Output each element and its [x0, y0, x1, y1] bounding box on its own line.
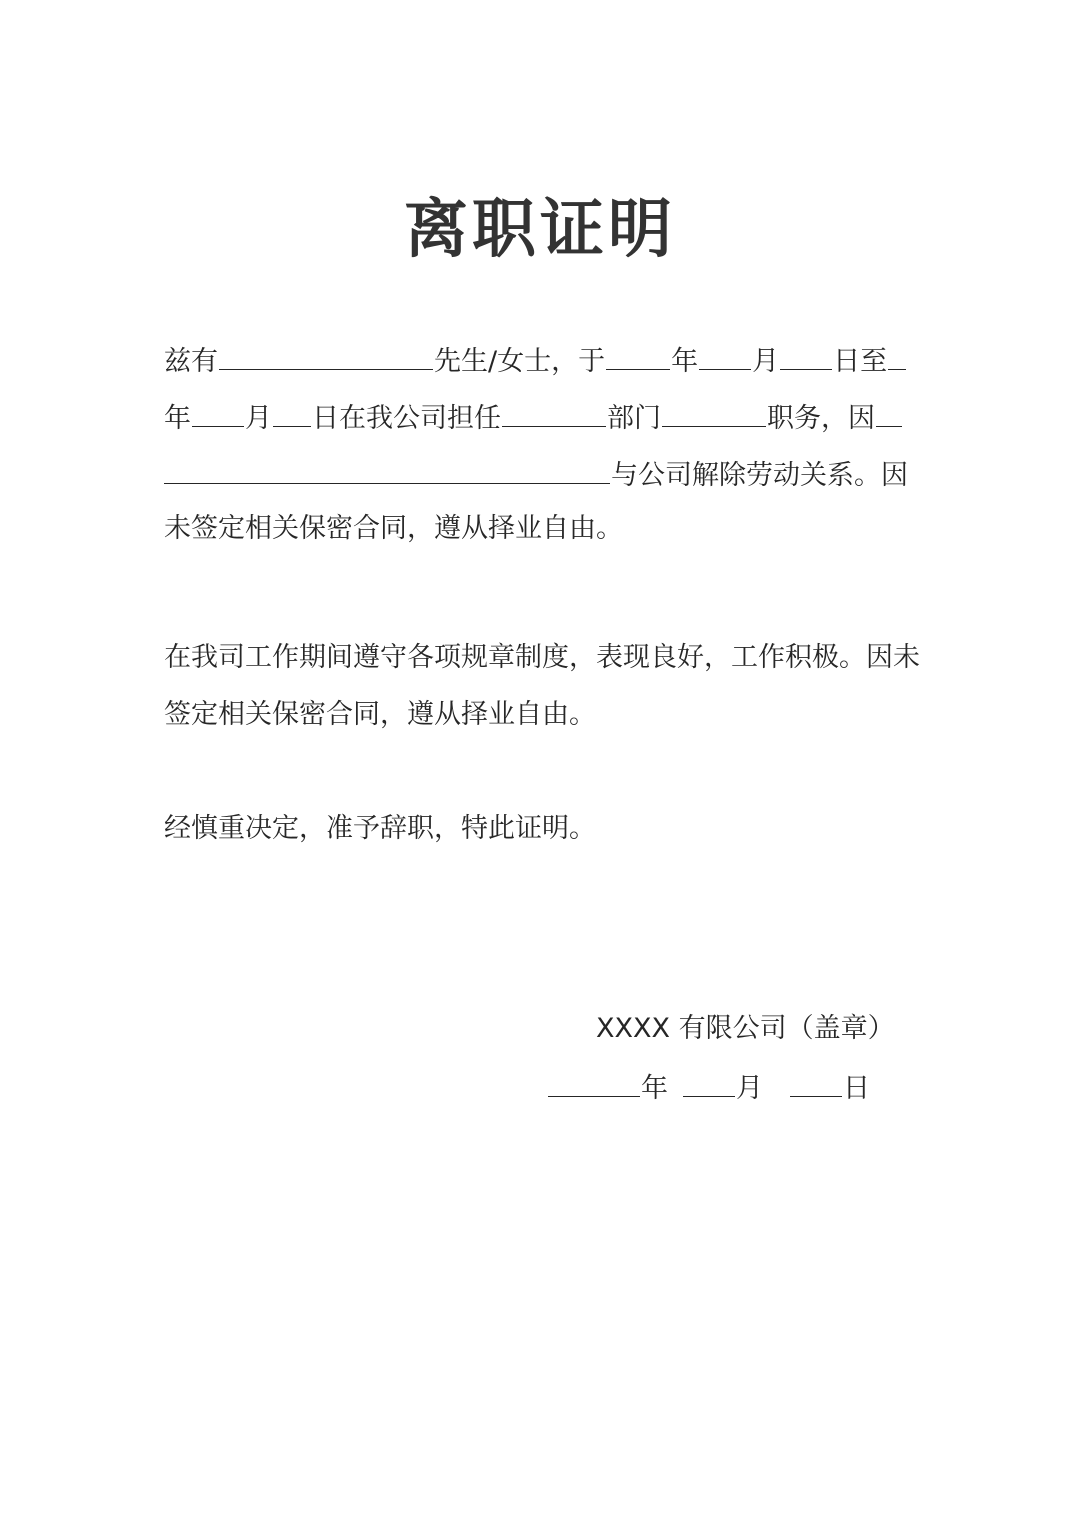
- text-month: 月: [752, 346, 780, 377]
- end-year-blank-start: [888, 339, 906, 370]
- signature-year-blank: [548, 1066, 640, 1097]
- text-zi-you: 兹有: [164, 346, 218, 377]
- text-year: 年: [164, 403, 191, 434]
- text-day-to: 日至: [833, 346, 888, 377]
- signature-year-label: 年: [641, 1073, 668, 1104]
- signature-month-label: 月: [736, 1073, 763, 1104]
- signature-day-label: 日: [843, 1073, 870, 1104]
- paragraph2-line2: [164, 695, 596, 735]
- text-month: 月: [245, 403, 272, 434]
- company-stamp-line: [596, 1009, 895, 1049]
- paragraph2-text2: 签定相关保密合同，遵从择业自由。: [164, 699, 596, 730]
- name-blank: [219, 339, 433, 370]
- signature-date-line: [547, 1066, 870, 1109]
- text-day-position: 日在我公司担任: [312, 403, 501, 434]
- company-name: XXXX 有限公司（盖章）: [596, 1013, 895, 1044]
- paragraph3-text: 经慎重决定，准予辞职，特此证明。: [164, 813, 596, 844]
- text-confidential: 未签定相关保密合同，遵从择业自由。: [164, 513, 623, 544]
- start-month-blank: [699, 339, 751, 370]
- text-year: 年: [671, 346, 699, 377]
- signature-month-blank: [683, 1066, 735, 1097]
- start-year-blank: [606, 339, 670, 370]
- text-department: 部门: [607, 403, 661, 434]
- paragraph3-line: [164, 809, 596, 849]
- text-xiansheng: 先生/女士，于: [434, 346, 606, 377]
- end-day-blank: [273, 396, 311, 427]
- text-position-reason: 职务，因: [767, 403, 875, 434]
- paragraph1-line4: [164, 509, 623, 549]
- reason-blank: [164, 453, 610, 484]
- position-blank: [662, 396, 766, 427]
- department-blank: [502, 396, 606, 427]
- signature-day-blank: [790, 1066, 842, 1097]
- paragraph1-line1: [164, 339, 907, 382]
- paragraph1-line3: [164, 453, 908, 496]
- reason-blank-start: [876, 396, 902, 427]
- start-day-blank: [780, 339, 832, 370]
- paragraph2-text1: 在我司工作期间遵守各项规章制度，表现良好，工作积极。因未: [164, 642, 920, 673]
- end-month-blank: [192, 396, 244, 427]
- text-terminate: 与公司解除劳动关系。因: [611, 460, 908, 491]
- paragraph2-line1: [164, 638, 920, 678]
- paragraph1-line2: [164, 396, 903, 439]
- page-title: 离职证明: [404, 193, 676, 267]
